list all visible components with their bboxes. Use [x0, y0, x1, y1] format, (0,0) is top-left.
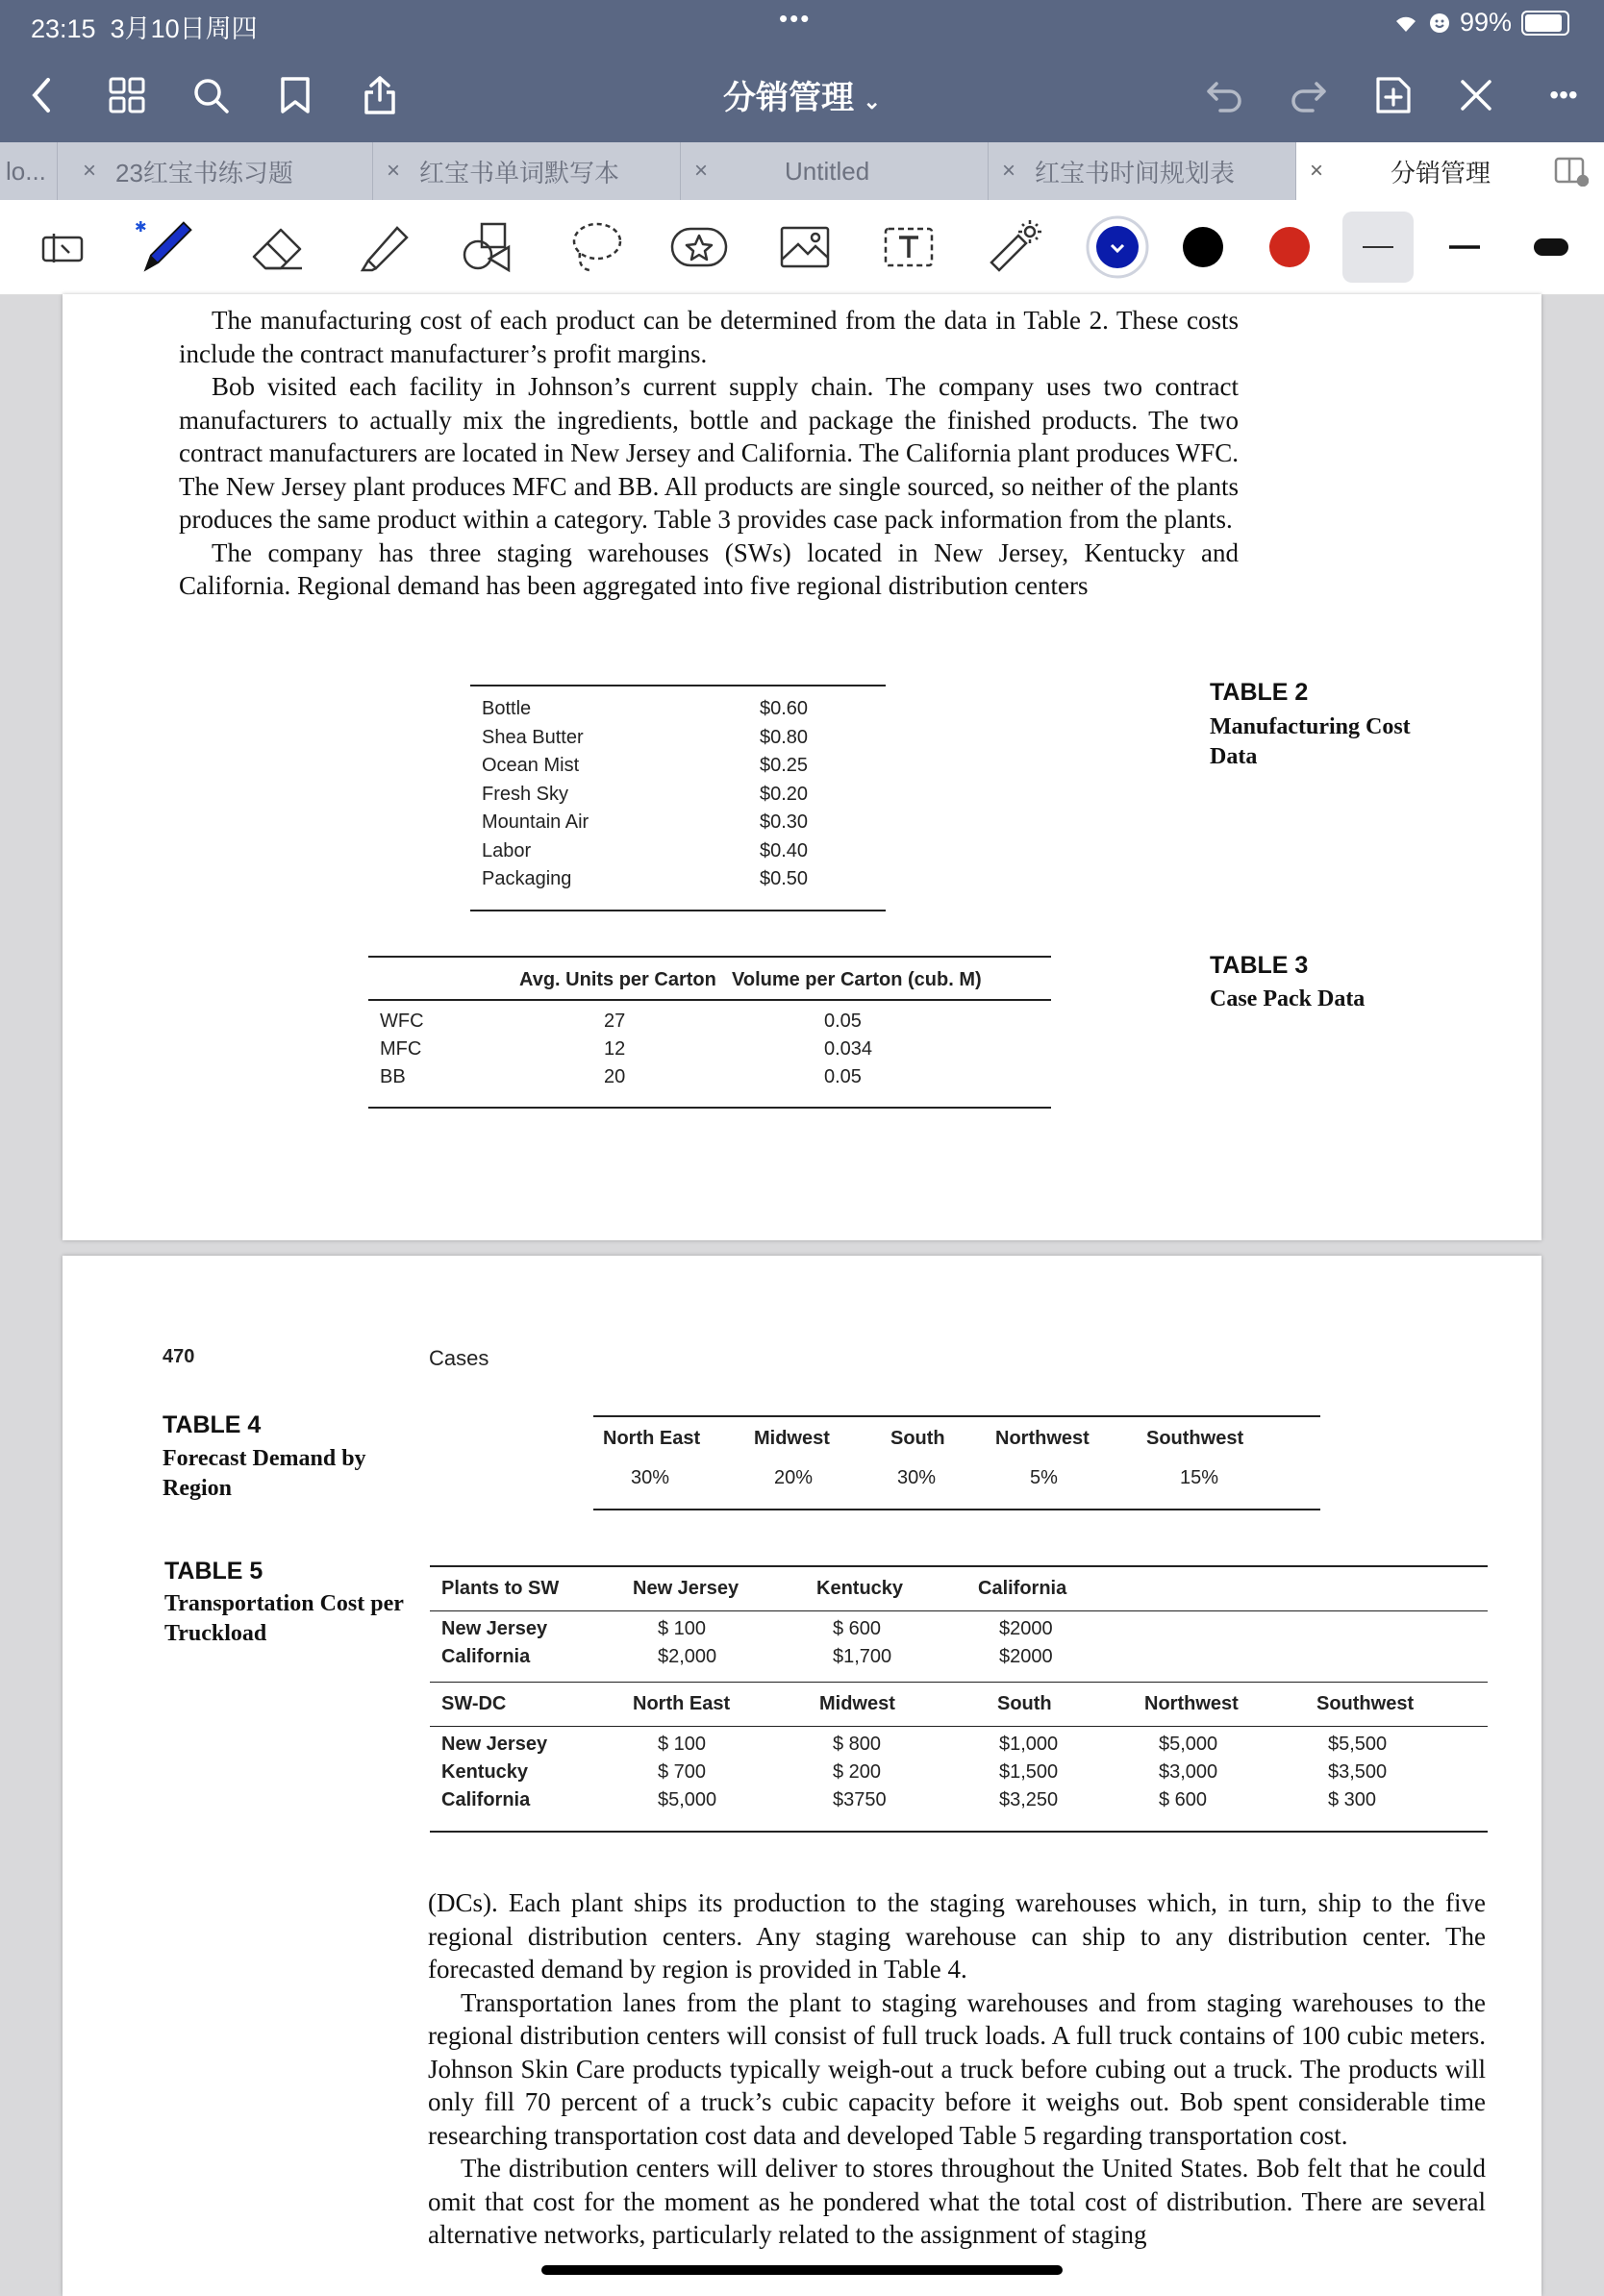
table-row-label: California [441, 1789, 531, 1810]
table-2-number: TABLE 2 [1210, 679, 1309, 706]
table-header: Plants to SW [441, 1578, 560, 1599]
read-mode-icon[interactable] [31, 215, 94, 279]
redo-icon[interactable] [1285, 71, 1333, 119]
table-cell: $0.30 [760, 811, 809, 833]
table-cell: $0.40 [760, 839, 809, 861]
table-header: Southwest [1146, 1428, 1244, 1449]
stroke-thin-selected[interactable] [1342, 212, 1414, 283]
page-number: 470 [163, 1346, 195, 1367]
table-cell: Shea Butter [482, 726, 584, 748]
more-options-icon[interactable]: ••• [1549, 80, 1578, 110]
table-2-title: Manufacturing Cost Data [1210, 714, 1411, 769]
table-cell: 20 [604, 1066, 626, 1087]
table-5-number: TABLE 5 [164, 1558, 263, 1585]
app-header [0, 0, 1604, 142]
table-cell: 5% [1030, 1467, 1058, 1488]
table-cell: $1,700 [833, 1646, 892, 1667]
table-cell: $3,500 [1328, 1761, 1388, 1783]
pdf-page-2[interactable] [63, 1256, 1541, 2296]
table-header: Northwest [995, 1428, 1090, 1449]
table-cell: $3,250 [999, 1789, 1059, 1810]
table-cell: $ 800 [833, 1734, 882, 1755]
table-rule [593, 1509, 1320, 1510]
paragraph: The company has three staging warehouses (SWs) located in New Jersey, Kentucky and California. Regional demand has been aggregated into five regional distribution centers [179, 537, 1239, 600]
table-cell: $2000 [999, 1646, 1053, 1667]
table-cell: 0.05 [824, 1066, 862, 1087]
table-rule [368, 1107, 1051, 1109]
table-cell: $2,000 [658, 1646, 717, 1667]
document-title[interactable]: 分销管理 ⌄ [723, 80, 881, 116]
table-header: California [978, 1578, 1067, 1599]
table-rule [593, 1415, 1320, 1417]
table-cell: $0.60 [760, 698, 809, 719]
table-cell: 0.034 [824, 1038, 873, 1060]
table-header: Avg. Units per Carton [519, 969, 716, 990]
table-cell: 27 [604, 1011, 626, 1032]
table-rule [430, 1682, 1488, 1683]
paragraph: (DCs). Each plant ships its production to the staging warehouses which, in turn, ship to the five regional distribution centers. Any staging warehouse can ship to any distribution center. The forecasted demand by region is provided in Table 4. [428, 1888, 1486, 1984]
table-5-plants-body [441, 1618, 1480, 1676]
table-4-header-row [593, 1428, 1320, 1457]
table-header: Southwest [1316, 1693, 1415, 1714]
stroke-medium[interactable] [1433, 215, 1496, 279]
table-cell: $0.20 [760, 783, 809, 805]
table-cell: 15% [1180, 1467, 1219, 1488]
table-5-dc-body [441, 1734, 1480, 1820]
tab-label: 红宝书单词默写本 [419, 158, 620, 187]
table-cell: $ 600 [833, 1618, 882, 1639]
table-cell: $ 700 [658, 1761, 707, 1783]
color-black[interactable] [1171, 215, 1235, 279]
table-cell: $0.80 [760, 726, 809, 748]
table-5-dc-header [441, 1693, 1480, 1722]
table-cell: 20% [774, 1467, 814, 1488]
table-5-plants-header [441, 1578, 1480, 1607]
table-cell: $ 200 [833, 1761, 882, 1783]
table-header: North East [633, 1693, 731, 1714]
tab-bar [0, 142, 1604, 200]
tab-label: lo... [6, 156, 46, 186]
nav-bar [0, 58, 1604, 135]
add-page-icon[interactable] [1369, 71, 1417, 119]
table-cell: $2000 [999, 1618, 1053, 1639]
battery-icon [1521, 11, 1569, 36]
close-tab-icon[interactable]: × [1002, 158, 1016, 184]
image-icon[interactable] [773, 215, 837, 279]
tab-6-active[interactable] [1296, 142, 1604, 200]
paragraph: The distribution centers will deliver to stores throughout the United States. Bob felt that he could omit that cost for the moment as he pondered what the total cost of distribution. There are several alternative networks, particularly related to the assignment of staging [428, 2154, 1486, 2249]
table-cell: 12 [604, 1038, 626, 1060]
focus-mode-icon [1429, 12, 1450, 34]
close-tab-icon[interactable]: × [1310, 158, 1324, 184]
pen-tool-icon[interactable] [135, 215, 198, 279]
tab-5[interactable] [989, 142, 1296, 200]
body-text-page2 [428, 1886, 1486, 2252]
paragraph: Bob visited each facility in Johnson’s current supply chain. The company uses two contract manufacturers to actually mix the ingredients, bottle and package the finished products. The two contract manufacturers are located in New Jersey and California. The California plant produces WFC. The New Jersey plant produces MFC and BB. All products are single sourced, so neither of the plants produces the same product within a category. Table 3 provides case pack information from the plants. [179, 372, 1239, 534]
table-cell: 0.05 [824, 1011, 862, 1032]
tab-1[interactable] [0, 142, 58, 200]
drawing-toolbar [0, 200, 1604, 295]
table-cell: $5,000 [1159, 1734, 1218, 1755]
svg-text:✱: ✱ [135, 217, 147, 236]
undo-icon[interactable] [1200, 71, 1248, 119]
wifi-icon [1392, 12, 1419, 34]
table-cell: 30% [897, 1467, 937, 1488]
table-cell: Bottle [482, 698, 532, 719]
table-header: North East [603, 1428, 701, 1449]
multitask-dots[interactable]: ••• [779, 4, 812, 33]
table-cell: Ocean Mist [482, 755, 580, 776]
table-4-values-row [593, 1467, 1320, 1496]
table-cell: $ 600 [1159, 1789, 1208, 1810]
stroke-thick[interactable] [1519, 215, 1583, 279]
table-cell: $3,000 [1159, 1761, 1218, 1783]
table-rule [430, 1831, 1488, 1833]
table-header: New Jersey [633, 1578, 739, 1599]
table-4-number: TABLE 4 [163, 1411, 262, 1438]
paragraph: The manufacturing cost of each product can be determined from the data in Table 2. These costs include the contract manufacturer’s profit margins. [179, 306, 1239, 368]
close-tab-icon[interactable]: × [387, 158, 401, 184]
table-cell: $ 100 [658, 1618, 707, 1639]
table-rule [430, 1726, 1488, 1727]
tab-4[interactable] [681, 142, 989, 200]
color-red[interactable] [1258, 215, 1321, 279]
table-rule [368, 999, 1051, 1001]
table-cell: WFC [380, 1011, 424, 1032]
body-text-page1 [179, 304, 1239, 603]
home-indicator[interactable] [541, 2265, 1063, 2275]
table-header: South [890, 1428, 945, 1449]
battery-percent: 99% [1459, 8, 1512, 37]
table-cell: Packaging [482, 868, 572, 889]
table-cell: $1,500 [999, 1761, 1059, 1783]
table-row-label: New Jersey [441, 1618, 548, 1639]
table-header: Northwest [1144, 1693, 1239, 1714]
table-cell: BB [380, 1066, 406, 1087]
table-cell: $ 100 [658, 1734, 707, 1755]
table-rule [430, 1565, 1488, 1567]
table-cell: $5,000 [658, 1789, 717, 1810]
status-right [1392, 8, 1569, 37]
eraser-icon[interactable] [246, 215, 310, 279]
table-row-label: New Jersey [441, 1734, 548, 1755]
tab-label: Untitled [785, 156, 870, 186]
table-rule [470, 685, 886, 686]
table-cell: Mountain Air [482, 811, 589, 833]
table-cell: $0.25 [760, 755, 809, 776]
tab-label: 23红宝书练习题 [115, 158, 293, 187]
table-cell: $3750 [833, 1789, 887, 1810]
table-5-title: Transportation Cost per Truckload [164, 1591, 404, 1646]
tab-2[interactable] [69, 142, 373, 200]
split-view-icon[interactable] [1554, 156, 1589, 187]
paragraph: Transportation lanes from the plant to staging warehouses and from staging warehouses to the regional distribution centers will consist of full truck loads. A full truck contains of 100 cubic meters. Johnson Skin Care products typically weigh-out a truck before cubing out a truck. The products will only fill 70 percent of a truck’s cubic capacity before it weighs out. Bob spent considerable time researching transportation cost data and developed Table 5 regarding transportation cost. [428, 1987, 1486, 2150]
close-tab-icon[interactable]: × [694, 158, 709, 184]
color-blue-selected[interactable] [1085, 215, 1150, 279]
tab-label: 红宝书时间规划表 [1035, 158, 1236, 187]
table-cell: $1,000 [999, 1734, 1059, 1755]
table-header: Midwest [819, 1693, 895, 1714]
table-header: Volume per Carton (cub. M) [732, 969, 982, 990]
highlighter-icon[interactable] [352, 215, 415, 279]
table-header: Kentucky [816, 1578, 904, 1599]
table-header: South [997, 1693, 1052, 1714]
table-cell: Labor [482, 839, 532, 861]
table-header: SW-DC [441, 1693, 507, 1714]
laser-pointer-icon[interactable] [983, 215, 1046, 279]
table-rule [430, 1610, 1488, 1611]
pdf-page-1[interactable] [63, 294, 1541, 1240]
table-cell: Fresh Sky [482, 783, 569, 805]
tab-3[interactable] [373, 142, 681, 200]
text-tool-icon[interactable] [877, 215, 940, 279]
table-row-label: Kentucky [441, 1761, 529, 1783]
running-head: Cases [429, 1346, 489, 1370]
tab-label: 分销管理 [1391, 158, 1491, 187]
table-cell: MFC [380, 1038, 422, 1060]
table-4-title: Forecast Demand by Region [163, 1446, 366, 1501]
table-row-label: California [441, 1646, 531, 1667]
table-cell: $ 300 [1328, 1789, 1377, 1810]
table-cell: $5,500 [1328, 1734, 1388, 1755]
lasso-icon[interactable] [564, 215, 627, 279]
shapes-icon[interactable] [456, 215, 519, 279]
table-rule [470, 910, 886, 911]
table-3-title: Case Pack Data [1210, 986, 1366, 1011]
close-pen-icon[interactable] [1452, 71, 1500, 119]
status-time: 23:15 3月10日周四 [31, 14, 258, 43]
elements-sticker-icon[interactable] [667, 215, 731, 279]
table-3-number: TABLE 3 [1210, 952, 1309, 979]
table-cell: $0.50 [760, 868, 809, 889]
table-header: Midwest [754, 1428, 830, 1449]
table-cell: 30% [631, 1467, 670, 1488]
table-rule [368, 956, 1051, 958]
close-tab-icon[interactable]: × [83, 158, 97, 184]
